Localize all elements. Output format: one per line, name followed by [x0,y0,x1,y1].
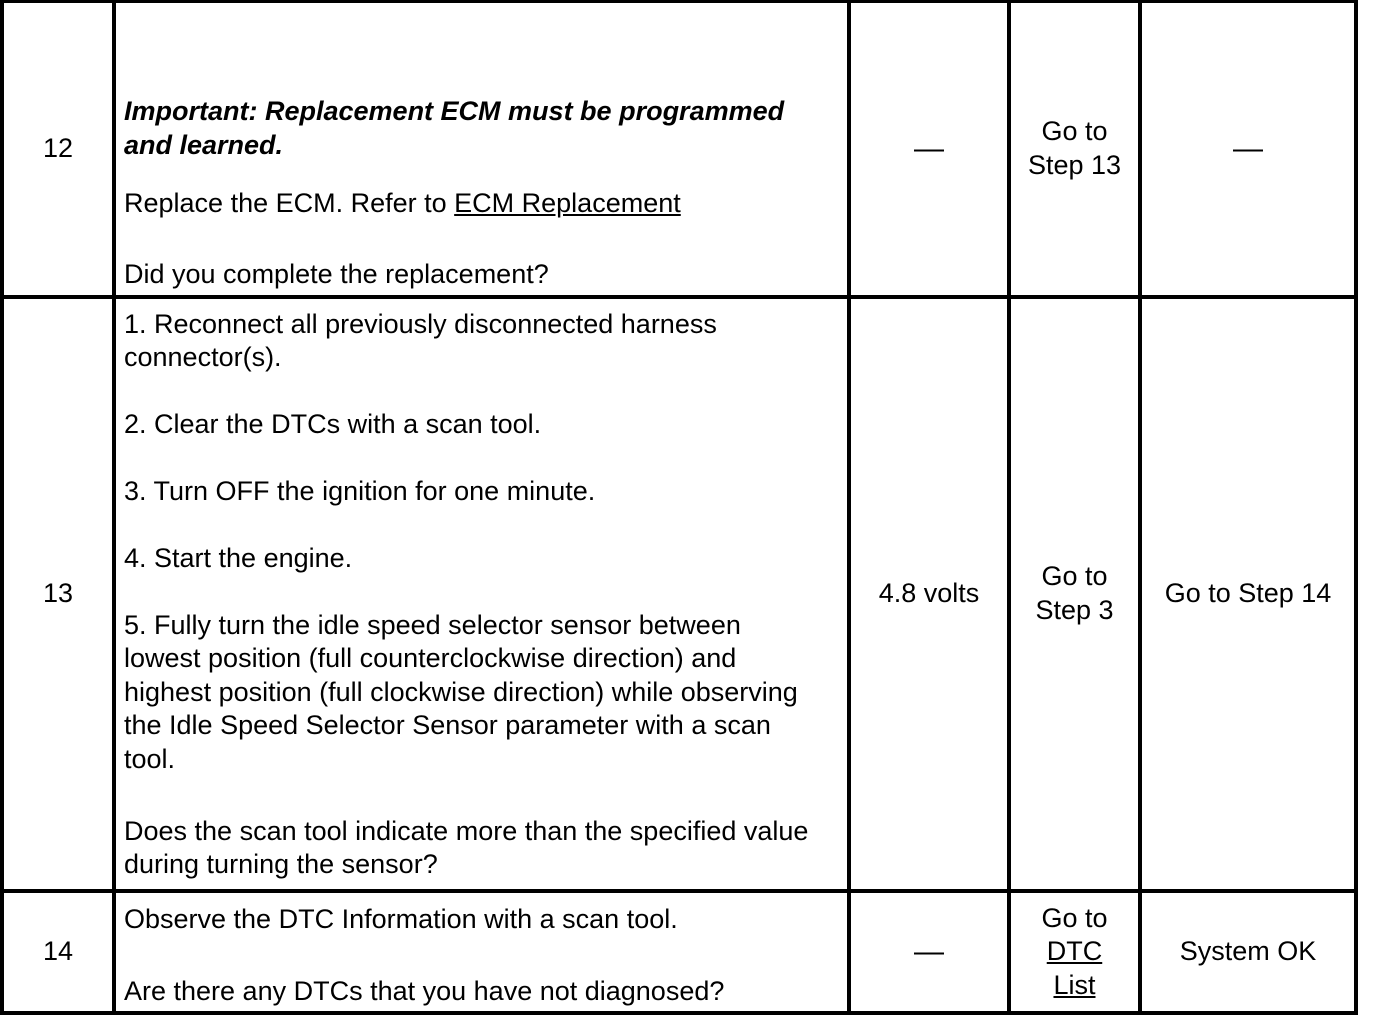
yes-cell [1009,297,1140,891]
action-cell [114,891,849,1013]
no-cell [1140,891,1356,1013]
table-row-step-13 [2,297,1356,891]
question-text: Does the scan tool indicate more than the specified value during turning the sensor? [124,815,809,880]
value-cell [849,891,1009,1013]
step-item-2: 2. Clear the DTCs with a scan tool. [124,408,542,439]
step-item-3: 3. Turn OFF the ignition for one minute. [124,475,596,506]
value-cell [849,2,1009,297]
value-dash: — [914,131,944,165]
action-prefix: Replace the ECM. Refer to [124,188,455,218]
table-row-step-14 [2,891,1356,1013]
step-number: 13 [42,578,74,609]
step-number-cell [2,2,114,297]
action-text: Observe the DTC Information with a scan tool. [124,903,678,934]
yes-cell [1009,2,1140,297]
yes-go-to: Go to [1041,902,1108,933]
step-number-cell [2,297,114,891]
yes-go-to: Go to [1041,116,1108,147]
action-cell [114,297,849,891]
step-number: 12 [42,133,74,164]
step-item-4: 4. Start the engine. [124,542,353,573]
ecm-replacement-link[interactable]: ECM Replacement [454,188,681,218]
question-text: Are there any DTCs that you have not diagnosed? [124,975,725,1006]
system-ok: System OK [1179,936,1317,967]
action-text [124,187,681,221]
dtc-link[interactable]: DTC [1046,936,1103,967]
list-link[interactable]: List [1053,969,1096,1000]
table-row-step-12 [2,2,1356,297]
step-item-5: 5. Fully turn the idle speed selector sensor between lowest position (full counterclockwise direction) and highest position (full clockwise direction) while observing the Idle Speed Selector Sensor parameter with a scan tool. [124,609,798,774]
yes-step: Step 13 [1027,149,1122,180]
step-number: 14 [42,936,74,967]
action-cell [114,2,849,297]
no-cell [1140,297,1356,891]
yes-cell [1009,891,1140,1013]
step-item-1: 1. Reconnect all previously disconnected harness connector(s). [124,308,717,373]
specified-value: 4.8 volts [878,578,980,609]
no-go-to-step: Go to Step 14 [1164,578,1332,609]
value-dash: — [914,934,944,968]
yes-go-to: Go to [1041,561,1108,592]
step-number-cell [2,891,114,1013]
no-cell [1140,2,1356,297]
value-cell [849,297,1009,891]
no-dash: — [1233,131,1263,165]
question-text: Did you complete the replacement? [124,259,549,289]
important-note: Important: Replacement ECM must be programmed and learned. [124,96,785,160]
yes-step: Step 3 [1035,594,1114,625]
